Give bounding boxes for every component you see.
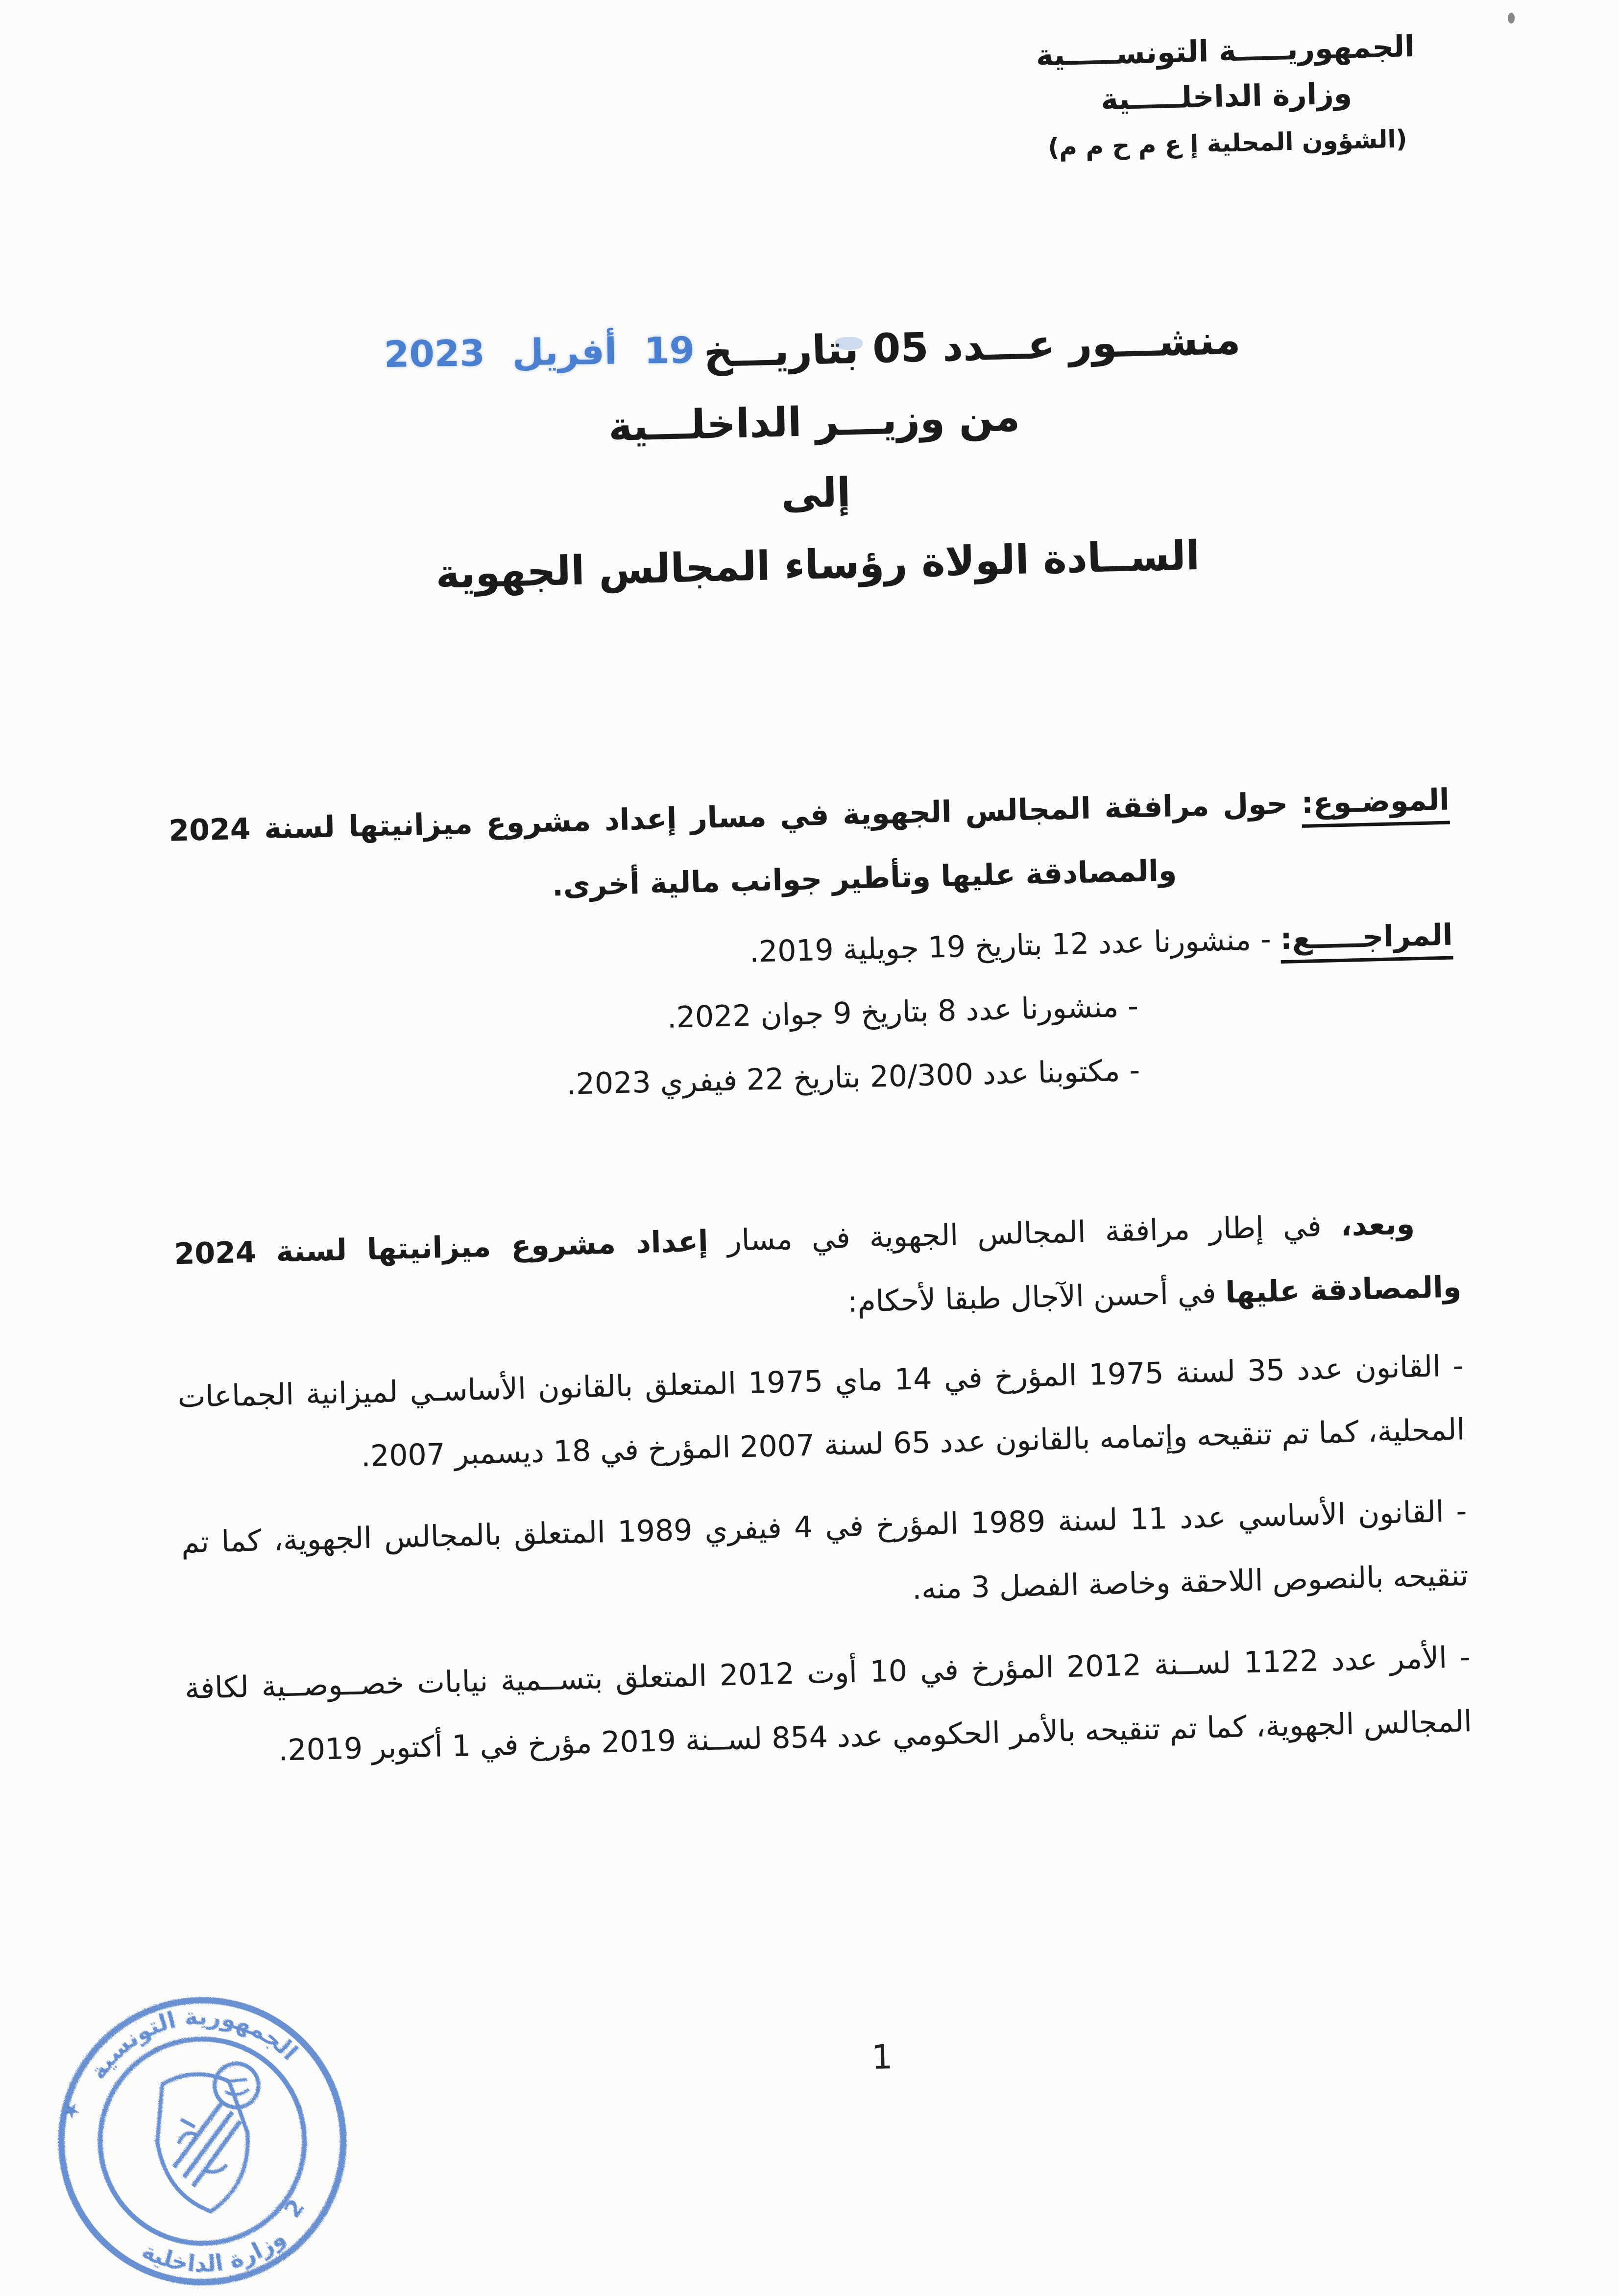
intro-bold-budget: إعداد مشروع ميزانيتها لسنة 2024 bbox=[173, 1224, 709, 1272]
seal-outer-ring bbox=[48, 1986, 357, 2296]
title-block bbox=[42, 296, 1589, 620]
body-block bbox=[173, 1191, 1473, 1802]
seal-bottom-textpath: وزارة الداخلية bbox=[138, 2224, 291, 2278]
date-stamp: 19 أفريل 2023 bbox=[384, 329, 696, 376]
intro-paragraph bbox=[173, 1191, 1462, 1351]
letterhead-ministry: وزارة الداخلـــــية bbox=[1100, 76, 1353, 117]
letterhead-republic: الجمهوريـــــة التونســـــية bbox=[1036, 29, 1415, 73]
title-to-word: إلى bbox=[780, 469, 851, 518]
reference-item: - منشورنا عدد 12 بتاريخ 19 جويلية 2019. bbox=[749, 922, 1272, 969]
scan-speck bbox=[1346, 53, 1351, 58]
seal-top-textpath: الجمهورية التونسية bbox=[84, 2004, 303, 2084]
seal-shield-marks bbox=[176, 2115, 227, 2175]
subject-text: حول مرافقة المجالس الجهوية في مسار إعداد مشروع ميزانيتها لسنة 2024 والمصادقة عليها وتأطير جوانب مالية أخرى. bbox=[168, 786, 1288, 903]
seal-shield bbox=[151, 2069, 255, 2216]
page-number: 1 bbox=[871, 2038, 894, 2078]
intro-text-end: في أحسن الآجال طبقا لأحكام: bbox=[847, 1275, 1226, 1319]
subject-line bbox=[168, 768, 1452, 927]
seal-graphics bbox=[48, 1986, 357, 2296]
reference-item: - مكتوبنا عدد 20/300 بتاريخ 22 فيفري 2023. bbox=[566, 1053, 1140, 1102]
subject-label: الموضـوع: bbox=[1301, 783, 1450, 828]
letterhead bbox=[990, 23, 1463, 169]
title-from-line: من وزيـــر الداخلـــية bbox=[607, 393, 1021, 451]
intro-bold-waba3d: وبعد، bbox=[1340, 1207, 1415, 1243]
subject-references-block bbox=[168, 768, 1457, 1127]
ministry-seal bbox=[38, 1977, 366, 2296]
references-label: المراجـــــع: bbox=[1280, 918, 1453, 964]
intro-bold-approval: والمصادقة عليها bbox=[1225, 1270, 1462, 1310]
circular-number-text: منشـــور عـــدد 05 بتاريـــخ bbox=[703, 316, 1241, 377]
seal-star-icon: ★ bbox=[56, 2095, 87, 2126]
intro-text: في إطار مرافقة المجالس الجهوية في مسار bbox=[707, 1208, 1341, 1258]
law-item: - الأمر عدد 1122 لســنة 2012 المؤرخ في 10 أوت 2012 المتعلق بتســمية نيابات خصــوصــية لكافة المجالس الجهوية، كما تم تنقيحه بالأمر الحكومي عدد 854 لســنة 2019 مؤرخ في 1 أكتوبر 2019. bbox=[184, 1640, 1473, 1768]
seal-shield-stripes bbox=[168, 2101, 246, 2188]
seal-inner-ring bbox=[90, 2029, 314, 2253]
letterhead-department: (الشؤون المحلية إ ع م ح م م) bbox=[1047, 124, 1408, 162]
seal-port-ship bbox=[224, 2079, 250, 2096]
references bbox=[171, 903, 1457, 1126]
title-recipients-line: الســادة الولاة رؤساء المجالس الجهوية bbox=[435, 532, 1200, 598]
law-item: - القانون عدد 35 لسنة 1975 المؤرخ في 14 ماي 1975 المتعلق بالقانون الأساسـي لميزانية الجماعات المحلية، كما تم تنقيحه وإتمامه بالقانون عدد 65 لسنة 2007 المؤرخ في 18 ديسمبر 2007. bbox=[177, 1348, 1466, 1474]
seal-side-number: 2 bbox=[279, 2194, 310, 2223]
reference-item: - منشورنا عدد 8 بتاريخ 9 جوان 2022. bbox=[666, 989, 1139, 1036]
scan-speck bbox=[835, 337, 863, 350]
law-item: - القانون الأساسي عدد 11 لسنة 1989 المؤرخ في 4 فيفري 1989 المتعلق بالمجالس الجهوية، كما تم تنقيحه بالنصوص اللاحقة وخاصة الفصل 3 منه. bbox=[181, 1494, 1469, 1606]
scan-speck bbox=[1508, 13, 1515, 24]
